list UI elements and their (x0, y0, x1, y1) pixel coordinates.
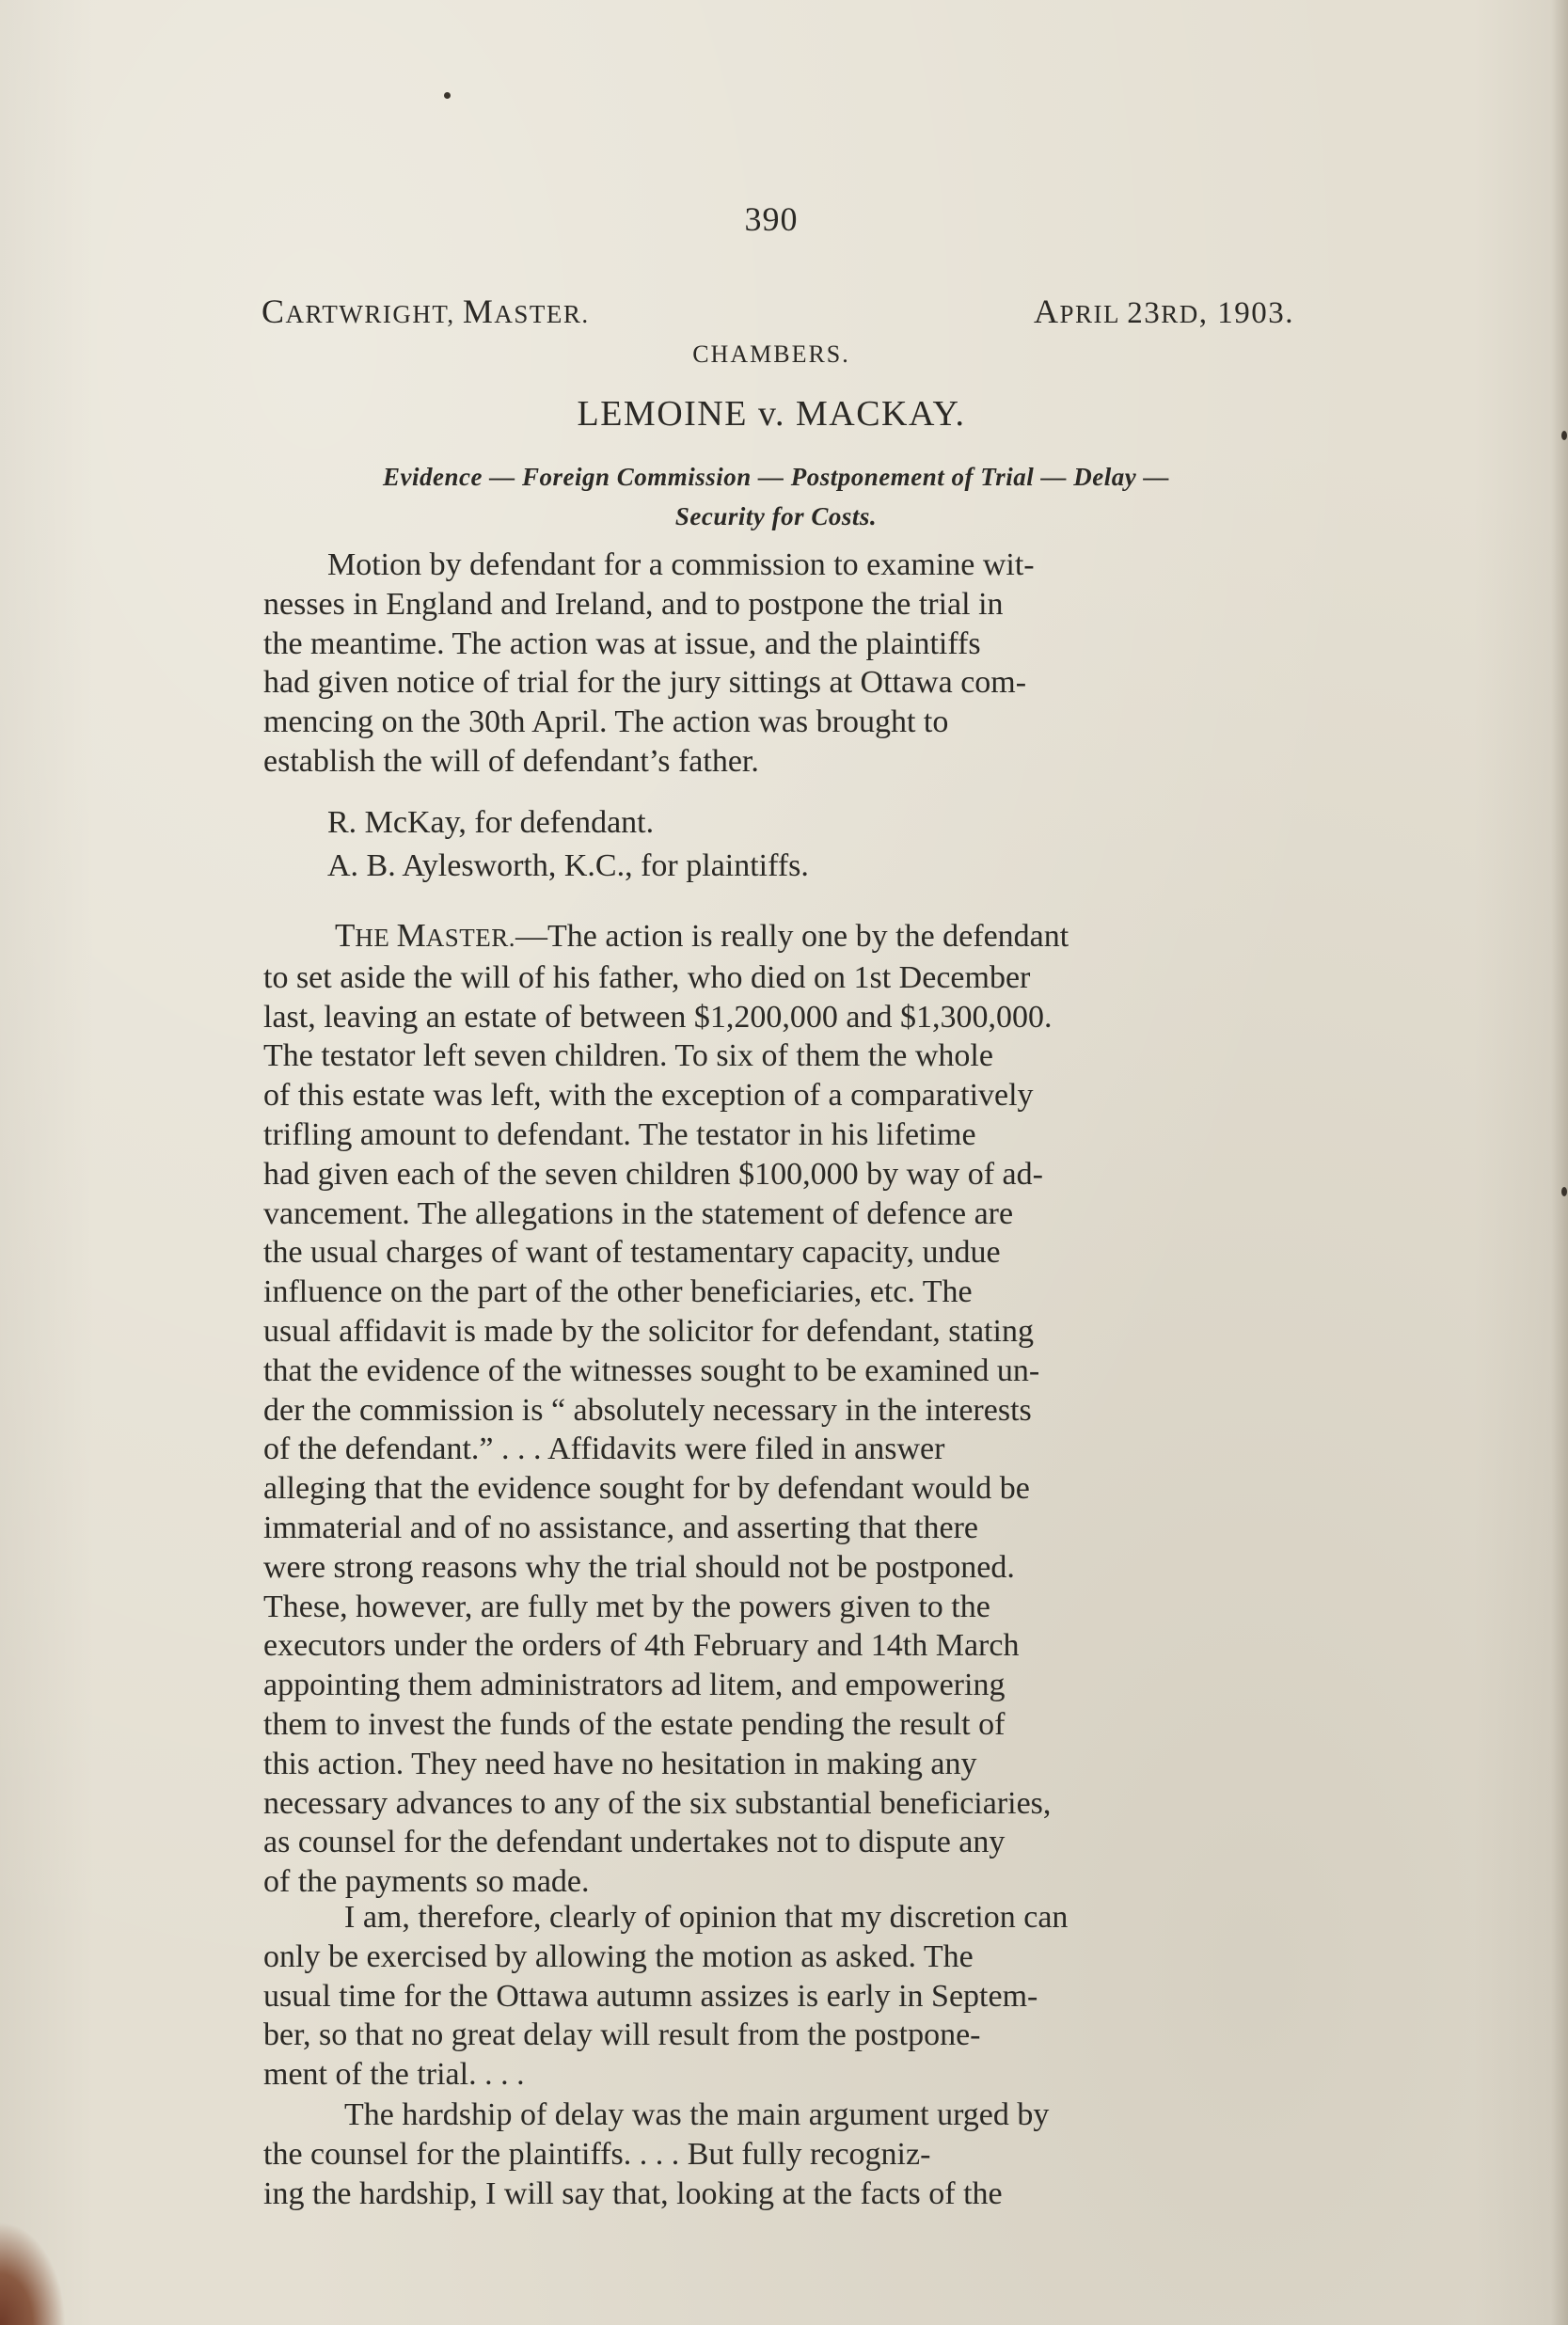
text-line: vancement. The allegations in the statement of defence are (263, 1195, 1014, 1231)
text-line: mencing on the 30th April. The action was brought to (263, 704, 949, 740)
page-number: 390 (744, 200, 799, 238)
text-line: to set aside the will of his father, who died on 1st December (263, 959, 1031, 995)
judge-title-text: ASTER. (494, 300, 590, 328)
text-line: immaterial and of no assistance, and asserting that there (263, 1510, 979, 1545)
text-line: last, leaving an estate of between $1,200,000 and $1,300,000. (263, 999, 1053, 1035)
text-line: usual affidavit is made by the solicitor for defendant, stating (263, 1313, 1034, 1349)
case-title (0, 393, 1543, 435)
counsel-list (263, 801, 1307, 888)
text-line: The testator left seven children. To six of them the whole (263, 1038, 993, 1074)
speaker-text: ASTER. (425, 924, 516, 952)
opinion-paragraph (263, 1898, 1307, 2095)
text-line: had given each of the seven children $100,000 by way of ad- (263, 1156, 1043, 1192)
text-line: necessary advances to any of the six substantial beneficiaries, (263, 1785, 1052, 1821)
headnote-line: Security for Costs. (674, 502, 878, 530)
text-line: had given notice of trial for the jury sittings at Ottawa com- (263, 665, 1027, 701)
headnote-line: Evidence — Foreign Commission — Postponement of Trial — Delay — (383, 463, 1169, 491)
text-line: The hardship of delay was the main argument urged by (344, 2097, 1050, 2132)
text-line: Motion by defendant for a commission to examine wit- (327, 547, 1035, 582)
court-label: CHAMBERS. (692, 340, 850, 368)
text-line: of the defendant.” . . . Affidavits were filed in answer (263, 1431, 945, 1467)
paper-speck (1561, 1187, 1567, 1196)
text-line: this action. They need have no hesitation in making any (263, 1746, 977, 1781)
text-line: only be exercised by allowing the motion as asked. The (263, 1938, 974, 1974)
text-line: These, however, are fully met by the powers given to the (263, 1589, 990, 1624)
speaker-initial: T (335, 917, 356, 954)
text-line: that the evidence of the witnesses sought to be examined un- (263, 1352, 1040, 1388)
text-line: trifling amount to defendant. The testator in his lifetime (263, 1116, 976, 1152)
counsel-plaintiffs: A. B. Aylesworth, K.C., for plaintiffs. (327, 848, 809, 883)
motion-paragraph (263, 546, 1307, 782)
text-line: ing the hardship, I will say that, looking at the facts of the (263, 2175, 1003, 2211)
decision-date (1034, 292, 1294, 331)
text-line: the usual charges of want of testamentary capacity, undue (263, 1235, 1001, 1271)
text-line: ber, so that no great delay will result from the postpone- (263, 2017, 981, 2053)
text-line: nesses in England and Ireland, and to postpone the trial in (263, 586, 1004, 622)
headnote (254, 457, 1298, 536)
paper-speck (444, 92, 451, 99)
judge-title-initial: M (462, 293, 495, 330)
text-line: were strong reasons why the trial should not be postponed. (263, 1549, 1015, 1585)
date-year: , 1903. (1198, 296, 1294, 330)
paper-speck (1561, 431, 1567, 440)
speaker-text: HE (355, 924, 397, 952)
page-edge-shading (1551, 0, 1568, 2325)
text-line: alleging that the evidence sought for by defendant would be (263, 1471, 1030, 1507)
first-line-rest: —The action is really one by the defendant (515, 919, 1069, 954)
speaker-initial: M (396, 917, 426, 954)
hardship-paragraph (263, 2096, 1307, 2213)
text-line (263, 916, 1307, 958)
text-line: ment of the trial. . . . (263, 2057, 525, 2093)
page-corner-shadow (0, 2222, 66, 2325)
text-line: the counsel for the plaintiffs. . . . But fully recogniz- (263, 2136, 931, 2172)
text-line: them to invest the funds of the estate pending the result of (263, 1706, 1006, 1742)
text-line: executors under the orders of 4th February and 14th March (263, 1628, 1020, 1664)
master-paragraph (263, 916, 1307, 1902)
judge-name-text: ARTWRIGHT, (285, 300, 463, 328)
case-title-text: LEMOINE v. MACKAY. (577, 394, 966, 434)
date-month-text: PRIL (1059, 300, 1128, 328)
date-day-suffix: RD (1161, 300, 1199, 328)
date-month-initial: A (1033, 293, 1060, 330)
judge-name (261, 292, 590, 331)
text-line: as counsel for the defendant undertakes not to dispute any (263, 1825, 1006, 1860)
text-line: der the commission is “ absolutely necessary in the interests (263, 1392, 1032, 1428)
text-line: the meantime. The action was at issue, and the plaintiffs (263, 625, 981, 661)
text-line: usual time for the Ottawa autumn assizes is early in Septem- (263, 1978, 1038, 2014)
text-line: of this estate was left, with the exception of a comparatively (263, 1078, 1034, 1114)
text-line: establish the will of defendant’s father. (263, 743, 759, 779)
speaker-name (335, 919, 515, 954)
judge-name-initial: C (261, 293, 286, 330)
text-line: of the payments so made. (263, 1864, 590, 1900)
text-line: appointing them administrators ad litem, and empowering (263, 1668, 1006, 1703)
text-line: I am, therefore, clearly of opinion that my discretion can (344, 1900, 1069, 1935)
date-day: 23 (1127, 296, 1162, 330)
text-line: influence on the part of the other beneficiaries, etc. The (263, 1274, 973, 1310)
counsel-defendant: R. McKay, for defendant. (327, 805, 655, 840)
